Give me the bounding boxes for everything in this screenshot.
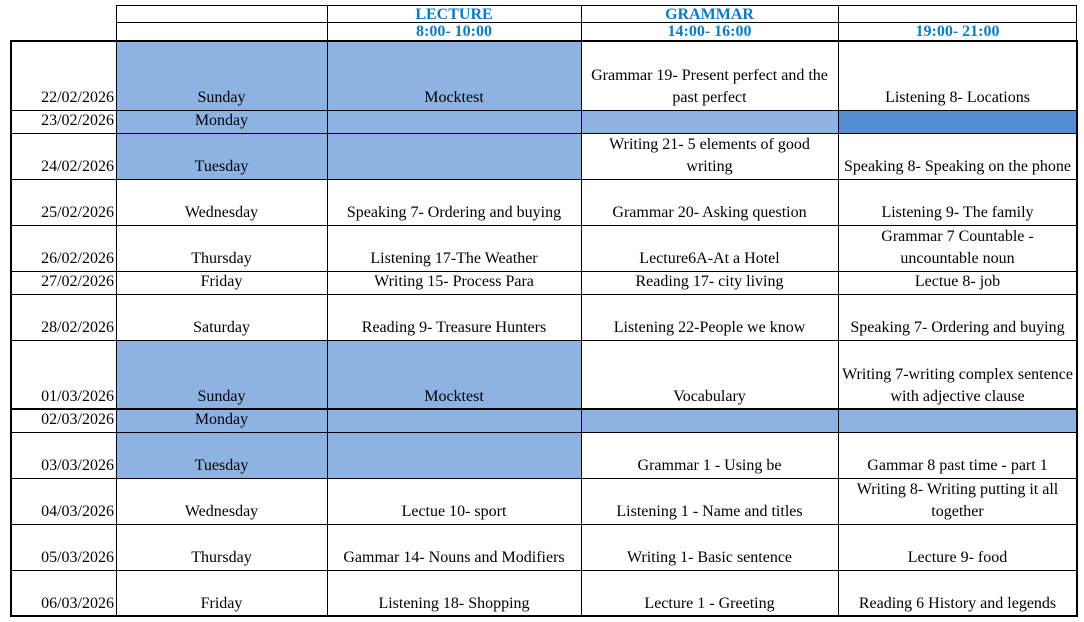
afternoon-cell: Vocabulary xyxy=(673,388,746,405)
row-divider-line xyxy=(10,408,1078,410)
column-divider-line xyxy=(838,40,839,617)
table-left-line xyxy=(10,40,12,617)
row-divider-line xyxy=(10,524,1078,525)
table-right-line xyxy=(1076,40,1078,617)
header-time-grammar: 14:00- 16:00 xyxy=(667,22,752,40)
afternoon-cell: Lecture 1 - Greeting xyxy=(644,595,775,612)
lecture-cell: Listening 17-The Weather xyxy=(370,250,538,267)
evening-cell xyxy=(838,110,1077,133)
row-divider-line xyxy=(10,271,1078,272)
table-top-line xyxy=(10,40,1078,42)
afternoon-cell: Grammar 19- Present perfect and the past perfect xyxy=(591,67,828,106)
evening-cell: Speaking 8- Speaking on the phone xyxy=(843,158,1072,175)
evening-cell: Reading 6 History and legends xyxy=(858,595,1057,612)
header-vertical-line xyxy=(838,5,839,41)
lecture-cell xyxy=(327,409,581,432)
lecture-cell xyxy=(327,110,581,133)
lecture-cell: Writing 15- Process Para xyxy=(374,273,534,290)
evening-cell xyxy=(838,409,1077,432)
header-top-line xyxy=(116,5,1077,6)
day-cell: Monday xyxy=(116,110,327,133)
row-divider-line xyxy=(10,478,1078,479)
date-cell: 24/02/2026 xyxy=(41,158,114,175)
header-vertical-line xyxy=(581,5,582,41)
date-cell: 04/03/2026 xyxy=(41,503,114,520)
row-divider-line xyxy=(10,133,1078,134)
column-divider-line xyxy=(116,40,117,617)
date-cell: 06/03/2026 xyxy=(41,595,114,612)
header-time-lecture: 8:00- 10:00 xyxy=(416,22,492,40)
day-cell: Thursday xyxy=(191,250,252,267)
lecture-cell: Listening 18- Shopping xyxy=(378,595,530,612)
date-cell: 02/03/2026 xyxy=(41,411,114,428)
date-cell: 23/02/2026 xyxy=(41,112,114,129)
afternoon-cell: Reading 17- city living xyxy=(635,273,784,290)
header-vertical-line xyxy=(1076,5,1077,41)
row-divider-line xyxy=(10,615,1078,617)
day-cell: Tuesday xyxy=(116,432,327,478)
header-vertical-line xyxy=(327,5,328,41)
date-cell: 25/02/2026 xyxy=(41,204,114,221)
afternoon-cell: Writing 1- Basic sentence xyxy=(626,549,793,566)
row-divider-line xyxy=(10,110,1078,111)
evening-cell: Gammar 8 past time - part 1 xyxy=(867,457,1048,474)
day-cell: Wednesday xyxy=(184,503,259,520)
evening-cell: Writing 8- Writing putting it all together xyxy=(856,481,1059,520)
day-cell: Thursday xyxy=(191,549,252,566)
day-cell: Wednesday xyxy=(184,204,259,221)
row-divider-line xyxy=(10,570,1078,571)
evening-cell: Lecture 9- food xyxy=(907,549,1008,566)
evening-cell: Grammar 7 Countable - uncountable noun xyxy=(881,228,1034,267)
evening-cell: Lectue 8- job xyxy=(914,273,1001,290)
lecture-cell xyxy=(327,432,581,478)
afternoon-cell xyxy=(581,110,838,133)
evening-cell: Speaking 7- Ordering and buying xyxy=(850,319,1065,336)
column-divider-line xyxy=(327,40,328,617)
header-mid-line xyxy=(116,22,1077,23)
date-cell: 05/03/2026 xyxy=(41,549,114,566)
column-divider-line xyxy=(581,40,582,617)
date-cell: 28/02/2026 xyxy=(41,319,114,336)
lecture-cell: Mocktest xyxy=(327,41,581,110)
row-divider-line xyxy=(10,179,1078,180)
lecture-cell: Lectue 10- sport xyxy=(401,503,507,520)
row-divider-line xyxy=(10,340,1078,341)
afternoon-cell: Grammar 20- Asking question xyxy=(612,204,807,221)
evening-cell: Writing 7-writing complex sentence with adjective clause xyxy=(842,366,1073,405)
header-grammar: GRAMMAR xyxy=(665,5,754,23)
row-divider-line xyxy=(10,432,1078,433)
row-divider-line xyxy=(10,294,1078,295)
afternoon-cell: Listening 1 - Name and titles xyxy=(616,503,803,520)
lecture-cell: Mocktest xyxy=(327,340,581,409)
row-divider-line xyxy=(10,225,1078,226)
lecture-cell: Gammar 14- Nouns and Modifiers xyxy=(343,549,565,566)
lecture-cell: Speaking 7- Ordering and buying xyxy=(346,204,562,221)
day-cell: Friday xyxy=(200,595,243,612)
day-cell: Saturday xyxy=(193,319,250,336)
lecture-cell xyxy=(327,133,581,179)
day-cell: Sunday xyxy=(116,41,327,110)
day-cell: Friday xyxy=(200,273,243,290)
lecture-cell: Reading 9- Treasure Hunters xyxy=(361,319,547,336)
afternoon-cell: Writing 21- 5 elements of good writing xyxy=(609,136,810,175)
afternoon-cell: Grammar 1 - Using be xyxy=(637,457,782,474)
afternoon-cell: Lecture6A-At a Hotel xyxy=(639,250,780,267)
evening-cell: Listening 8- Locations xyxy=(885,89,1030,106)
day-cell: Monday xyxy=(116,409,327,432)
date-cell: 01/03/2026 xyxy=(41,388,114,405)
afternoon-cell xyxy=(581,409,838,432)
date-cell: 03/03/2026 xyxy=(41,457,114,474)
day-cell: Tuesday xyxy=(116,133,327,179)
day-cell: Sunday xyxy=(116,340,327,409)
header-vertical-line xyxy=(116,5,117,41)
afternoon-cell: Listening 22-People we know xyxy=(613,319,806,336)
date-cell: 27/02/2026 xyxy=(41,273,114,290)
date-cell: 26/02/2026 xyxy=(41,250,114,267)
header-lecture: LECTURE xyxy=(415,5,493,23)
evening-cell: Listening 9- The family xyxy=(881,204,1034,221)
date-cell: 22/02/2026 xyxy=(41,89,114,106)
header-time-evening: 19:00- 21:00 xyxy=(915,22,1000,40)
